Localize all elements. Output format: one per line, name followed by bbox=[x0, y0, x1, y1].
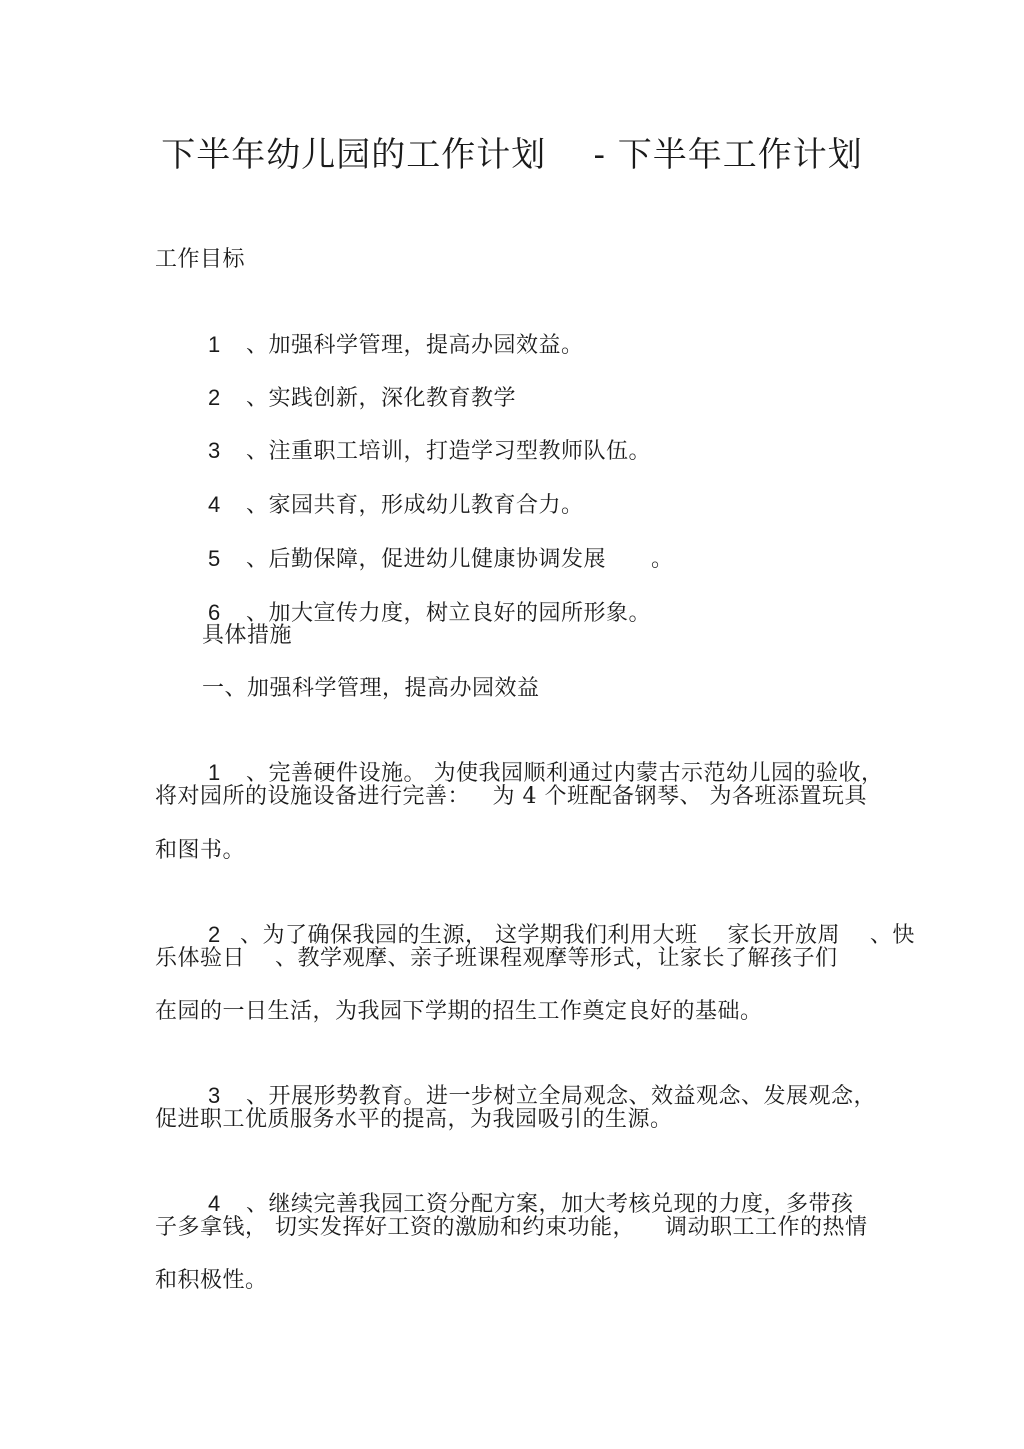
goal-text: 、实践创新，深化教育教学 bbox=[245, 386, 516, 411]
paragraph-text: 、完善硬件设施。 为使我园顺利通过内蒙古示范幼儿园的验收， bbox=[245, 761, 884, 786]
goal-number: 5 bbox=[207, 546, 221, 571]
paragraph-first-line bbox=[178, 728, 884, 786]
paragraph-line: 和图书。 bbox=[155, 838, 246, 863]
paragraph-line: 将对园所的设施设备进行完善： 为 4 个班配备钢琴、 为各班添置玩具 bbox=[155, 784, 867, 809]
paragraph-number: 2 bbox=[207, 922, 221, 947]
goal-item bbox=[178, 460, 584, 518]
goal-text: 、加大宣传力度，树立良好的园所形象。 bbox=[245, 601, 651, 626]
paragraph-text: 、继续完善我园工资分配方案，加大考核兑现的力度，多带孩 bbox=[245, 1192, 854, 1217]
paragraph-first-line bbox=[178, 1159, 854, 1217]
goal-number: 2 bbox=[207, 385, 221, 410]
goal-item bbox=[178, 514, 674, 572]
goal-item bbox=[178, 568, 651, 626]
paragraph-text: 、开展形势教育。进一步树立全局观念、效益观念、发展观念， bbox=[245, 1084, 876, 1109]
goal-number: 6 bbox=[207, 600, 221, 625]
section-heading-goals: 工作目标 bbox=[155, 247, 246, 272]
section-subheading: 一、加强科学管理，提高办园效益 bbox=[202, 676, 540, 701]
goal-number: 3 bbox=[207, 438, 221, 463]
document-title: 下半年幼儿园的工作计划 - 下半年工作计划 bbox=[161, 135, 863, 175]
goal-item bbox=[178, 406, 651, 464]
goal-text: 、后勤保障，促进幼儿健康协调发展 。 bbox=[245, 547, 674, 572]
goal-number: 1 bbox=[207, 332, 221, 357]
paragraph-text: 、为了确保我园的生源， 这学期我们利用大班 家长开放周 、快 bbox=[239, 923, 915, 948]
paragraph-first-line bbox=[178, 1051, 876, 1109]
paragraph-line: 乐体验日 、教学观摩、亲子班课程观摩等形式，让家长了解孩子们 bbox=[155, 946, 838, 971]
paragraph-number: 4 bbox=[207, 1191, 221, 1216]
goal-text: 、加强科学管理，提高办园效益。 bbox=[245, 333, 584, 358]
section-heading-measures: 具体措施 bbox=[202, 623, 293, 648]
goal-number: 4 bbox=[207, 492, 221, 517]
paragraph-number: 1 bbox=[207, 760, 221, 785]
paragraph-line: 子多拿钱， 切实发挥好工资的激励和约束功能， 调动职工工作的热情 bbox=[155, 1215, 868, 1240]
paragraph-first-line bbox=[178, 890, 915, 948]
goal-text: 、家园共育，形成幼儿教育合力。 bbox=[245, 493, 584, 518]
paragraph-line: 促进职工优质服务水平的提高，为我园吸引的生源。 bbox=[155, 1107, 673, 1132]
goal-text: 、注重职工培训，打造学习型教师队伍。 bbox=[245, 439, 651, 464]
paragraph-line: 和积极性。 bbox=[155, 1268, 268, 1293]
goal-item bbox=[178, 353, 516, 411]
goal-item bbox=[178, 300, 584, 358]
paragraph-number: 3 bbox=[207, 1083, 221, 1108]
paragraph-line: 在园的一日生活，为我园下学期的招生工作奠定良好的基础。 bbox=[155, 999, 763, 1024]
